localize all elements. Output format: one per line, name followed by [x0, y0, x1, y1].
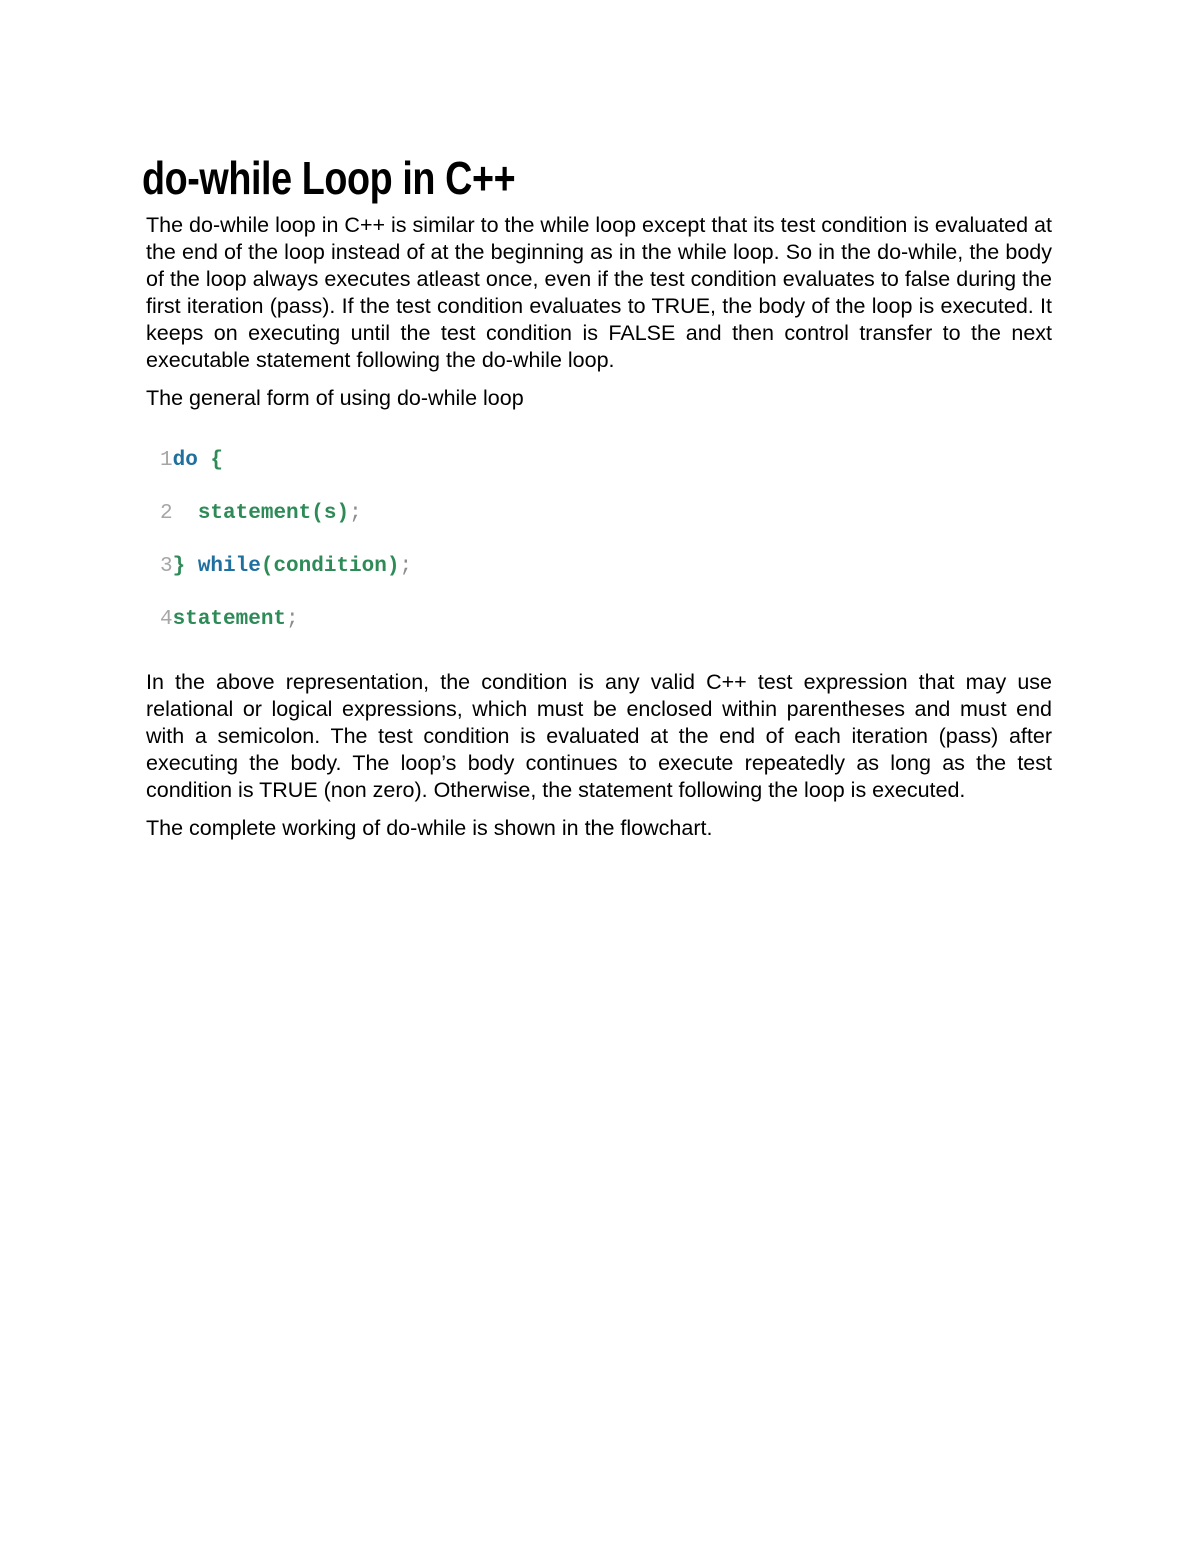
line-number: 1	[160, 449, 173, 472]
line-number: 2	[160, 502, 173, 525]
page-title: do-while Loop in C++	[142, 152, 516, 204]
code-semicolon: ;	[399, 555, 413, 578]
code-line-3	[160, 554, 1052, 580]
line-number: 4	[160, 608, 173, 631]
intro-paragraph: The do-while loop in C++ is similar to the while loop except that its test condition is evaluated at the end of the loop instead of at the beginning as in the while loop. So in the do-while, the body of the loop always executes atleast once, even if the test condition evaluates to false during the first iteration (pass). If the test condition evaluates to TRUE, the body of the loop is executed. It keeps on executing until the test condition is FALSE and then control transfer to the next executable statement following the do-while loop.	[146, 213, 1052, 372]
code-semicolon: ;	[349, 502, 362, 525]
code-brace: }	[172, 555, 186, 578]
code-semicolon: ;	[286, 608, 299, 631]
code-brace: {	[197, 449, 224, 472]
code-condition: (condition)	[260, 555, 400, 578]
code-statement: statement	[172, 608, 287, 631]
flowchart-note-paragraph: The complete working of do-while is shown in the flowchart.	[146, 816, 713, 840]
code-keyword: do	[172, 449, 198, 472]
document-page	[142, 150, 1052, 853]
code-line-1	[160, 448, 1052, 474]
code-indent	[173, 502, 198, 525]
general-form-paragraph: The general form of using do-while loop	[146, 386, 524, 410]
code-statement: statement(s)	[197, 502, 350, 525]
code-line-4	[160, 607, 1052, 633]
code-keyword: while	[185, 555, 261, 578]
code-block	[160, 448, 1052, 633]
explanation-paragraph: In the above representation, the condition is any valid C++ test expression that may use relational or logical expressions, which must be enclosed within parentheses and must end with a semicolon. The test condition is evaluated at the end of each iteration (pass) after executing the body. The loop’s body continues to execute repeatedly as long as the test condition is TRUE (non zero). Otherwise, the statement following the loop is executed.	[146, 670, 1052, 802]
line-number: 3	[160, 555, 173, 578]
code-line-2	[160, 501, 1052, 527]
